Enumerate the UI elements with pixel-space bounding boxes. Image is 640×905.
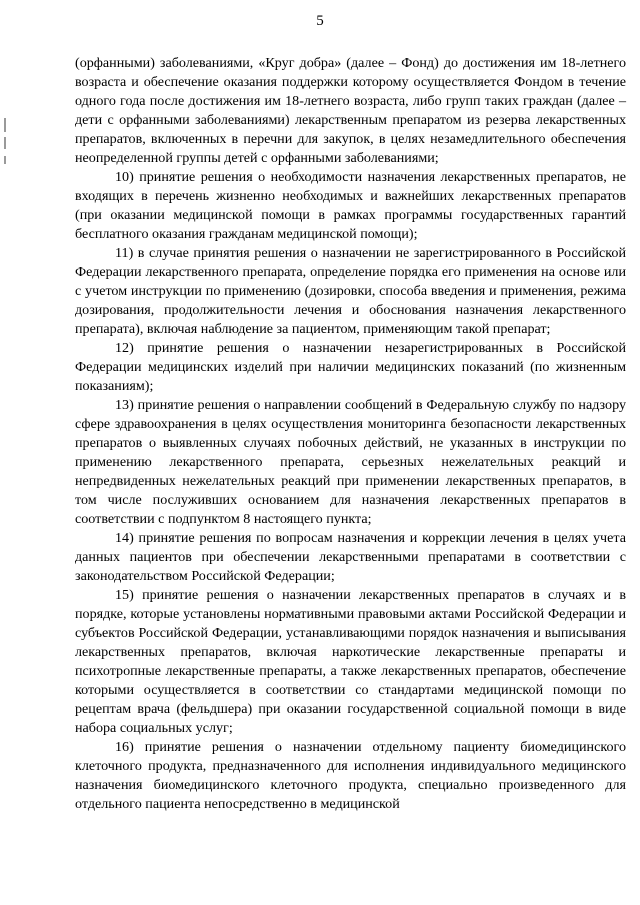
page-number: 5 [316, 13, 324, 29]
scan-artifact-mark [4, 118, 6, 132]
paragraph-item-12: 12) принятие решения о назначении незарегистрированных в Российской Федерации медицинских изделий при наличии медицинских показаний (по жизненным показаниям); [75, 340, 626, 394]
paragraph-item-13: 13) принятие решения о направлении сообщений в Федеральную службу по надзору сфере здравоохранения в целях осуществления мониторинга безопасности лекарственных препаратов о выявленных случаях побочных действий, не указанных в инструкции по применению лекарственного препарата, серьезных нежелательных реакций и непредвиденных нежелательных реакций при применении лекарственных препаратов, в том числе послуживших основанием для назначения лекарственных препаратов в соответствии с подпунктом 8 настоящего пункта; [75, 397, 626, 527]
paragraph-item-16: 16) принятие решения о назначении отдельному пациенту биомедицинского клеточного продукта, предназначенного для исполнения индивидуального медицинского назначения биомедицинского клеточного продукта, специально произведенного для отдельного пациента непосредственно в медицинской [75, 739, 626, 812]
paragraph-item-11: 11) в случае принятия решения о назначении не зарегистрированного в Российской Федерации лекарственного препарата, определение порядка его применения на основе или с учетом инструкции по применению (дозировки, способа введения и применения, режима дозирования, продолжительности лечения и обоснования назначения лекарственного препарата), включая наблюдение за пациентом, применяющим такой препарат; [75, 245, 626, 337]
paragraph-item-14: 14) принятие решения по вопросам назначения и коррекции лечения в целях учета данных пациентов при обеспечении лекарственными препаратами в соответствии с законодательством Российской Федерации; [75, 530, 626, 584]
document-body [75, 54, 626, 814]
scan-artifact-mark [4, 137, 6, 149]
paragraph-item-15: 15) принятие решения о назначении лекарственных препаратов в случаях и в порядке, которые установлены нормативными правовыми актами Российской Федерации и субъектов Российской Федерации, устанавливающими порядок назначения и выписывания лекарственных препаратов, включая наркотические лекарственные препараты и психотропные лекарственные препараты, а также лекарственных препаратов, обеспечение которыми осуществляется в соответствии со стандартами медицинской помощи по рецептам врача (фельдшера) при оказании государственной социальной помощи в виде набора социальных услуг; [75, 587, 626, 736]
scan-artifact-mark [4, 156, 6, 164]
paragraph-continuation: (орфанными) заболеваниями, «Круг добра» (далее – Фонд) до достижения им 18-летнего возраста и обеспечение оказания поддержки которому осуществляется Фондом в течение одного года после достижения им 18-летнего возраста, либо групп таких граждан (далее – дети с орфанными заболеваниями) лекарственным препаратом из резерва лекарственных препаратов, включенных в перечни для закупок, в целях незамедлительного обеспечения неопределенной группы детей с орфанными заболеваниями; [75, 55, 626, 166]
paragraph-item-10: 10) принятие решения о необходимости назначения лекарственных препаратов, не входящих в перечень жизненно необходимых и важнейших лекарственных препаратов (при оказании медицинской помощи в рамках программы государственных гарантий бесплатного оказания гражданам медицинской помощи); [75, 169, 626, 242]
